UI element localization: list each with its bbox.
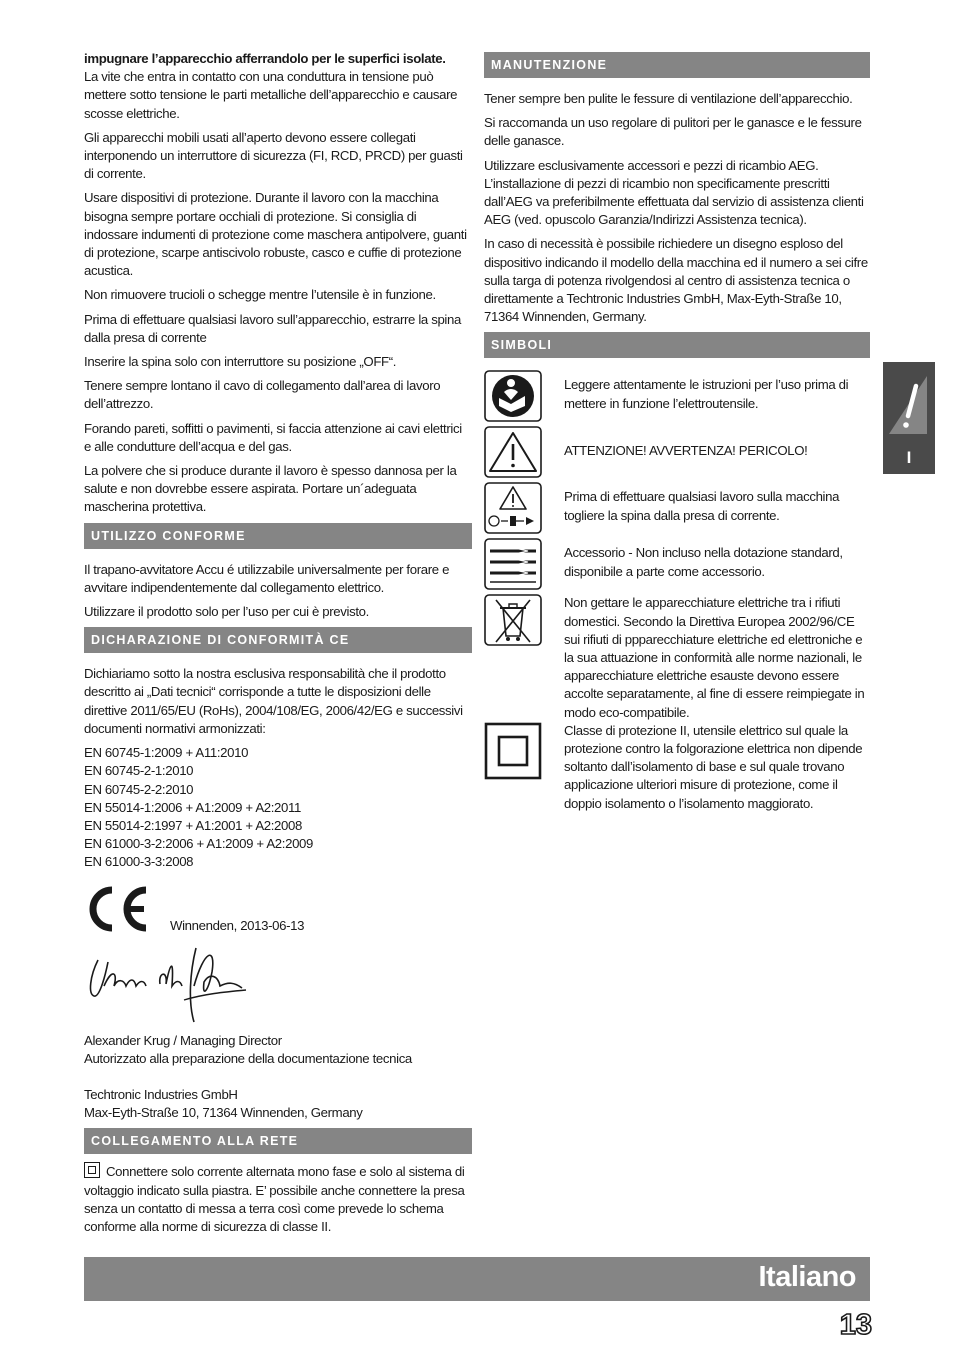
manutenzione-paragraph: Utilizzare esclusivamente accessori e pezzi di ricambio AEG. L’installazione di pezzi di ricambio non specificamente prescritti dall’AEG va preferibilmente effettuata dal servizio di assistenza clienti AEG (ved. opuscolo Garanzia/Indirizzi Assistenza tecnica).	[484, 157, 864, 228]
class-ii-icon	[84, 1162, 100, 1178]
left-column	[84, 50, 472, 1242]
section-header-manutenzione: MANUTENZIONE	[484, 52, 870, 78]
signer-name: Alexander Krug / Managing Director	[84, 1032, 282, 1048]
symbol-row	[484, 538, 870, 590]
side-tab-letter: I	[906, 448, 912, 467]
warning-triangle-icon	[484, 426, 542, 478]
intro-paragraph	[84, 50, 472, 123]
symbol-row	[484, 370, 870, 422]
safety-paragraph: La polvere che si produce durante il lavoro è spesso dannosa per la salute e non dovrebbe essere aspirata. Portare un´adeguata mascherina protettiva.	[84, 463, 457, 515]
manutenzione-paragraph: In caso di necessità è possibile richiedere un disegno esploso del dispositivo indicando il modello della macchina ed il numero a sei cifre sulla targa di potenza rivolgendosi al centro di assistenza tecnica o direttamente a Techtronic Industries GmbH, Max-Eyth-Straße 10, 71364 Winnenden, Germany.	[484, 236, 868, 325]
symbol-text: Non gettare le apparecchiature elettriche tra i rifiuti domestici. Secondo la Direttiva Europea 2002/96/CE sui rifiuti di ppparecchiature elettriche ed elettroniche e la sua attuazione in conformità alle norme nazionali, le apparecchiature elettriche esauste devono essere accolte separatamente, al fine di essere reimpiegate in modo eco-compatibile.	[564, 595, 865, 720]
safety-paragraph: Gli apparecchi mobili usati all’aperto devono essere collegati interponendo un interruttore di sicurezza (FI, RCD, PRCD) per guasti di corrente.	[84, 129, 463, 182]
section-header-utilizzo: UTILIZZO CONFORME	[84, 523, 472, 549]
footer-language: Italiano	[758, 1261, 856, 1293]
safety-paragraph: Non rimuovere trucioli o schegge mentre l’utensile è in funzione.	[84, 287, 436, 303]
symbol-text: Prima di effettuare qualsiasi lavoro sulla macchina togliere la spina dalla presa di corrente.	[564, 489, 840, 523]
safety-paragraph: Prima di effettuare qualsiasi lavoro sull’apparecchio, estrarre la spina dalla presa di corrente	[84, 311, 461, 345]
page-number: 13	[839, 1309, 872, 1341]
warning-exclamation-icon	[883, 362, 935, 442]
section-header-collegamento: COLLEGAMENTO ALLA RETE	[84, 1128, 472, 1154]
utilizzo-paragraph: Il trapano-avvitatore Accu é utilizzabile universalmente per forare e avvitare indipendentemente dal collegamento elettrico.	[84, 561, 450, 595]
signature-image	[84, 942, 254, 1028]
footer-language-bar	[84, 1257, 870, 1301]
standard-item: EN 61000-3-2:2006 + A1:2009 + A2:2009	[84, 836, 314, 852]
ce-mark-icon	[84, 886, 150, 932]
safety-paragraph: Forando pareti, soffitti o pavimenti, si faccia attenzione ai cavi elettrici e alle condutture dell’acqua e del gas.	[84, 420, 462, 454]
symbol-text: Leggere attentamente le istruzioni per l’uso prima di mettere in funzione l’elettroutensile.	[564, 377, 849, 411]
weee-bin-icon	[484, 594, 542, 646]
language-side-tab	[883, 362, 935, 474]
symbol-row	[484, 722, 870, 813]
safety-paragraph: Usare dispositivi di protezione. Durante il lavoro con la macchina bisogna sempre portare occhiali di protezione. Si consiglia di indossare indumenti di protezione come maschera antipolvere, guanti di protezione, scarpe antiscivolo robuste, casco e cuffie di protezione acustica.	[84, 190, 467, 279]
standard-item: EN 61000-3-3:2008	[84, 854, 194, 870]
unplug-warning-icon	[484, 482, 542, 534]
right-column	[484, 52, 870, 817]
standard-item: EN 60745-1:2009 + A11:2010	[84, 745, 249, 761]
standards-list	[84, 744, 472, 871]
standard-item: EN 55014-2:1997 + A1:2001 + A2:2008	[84, 817, 302, 833]
intro-rest-text: La vite che entra in contatto con una conduttura in tensione può mettere sotto tensione le parti metalliche dell’apparecchio e causare scosse elettriche.	[84, 69, 458, 121]
collegamento-paragraph	[84, 1162, 472, 1236]
standard-item: EN 55014-1:2006 + A1:2009 + A2:2011	[84, 799, 302, 815]
place-date: Winnenden, 2013-06-13	[170, 918, 305, 934]
manutenzione-paragraph: Tener sempre ben pulite le fessure di ventilazione dell’apparecchio.	[484, 91, 853, 106]
signer-role: Autorizzato alla preparazione della documentazione tecnica	[84, 1050, 412, 1066]
symbol-text: ATTENZIONE! AVVERTENZA! PERICOLO!	[564, 443, 808, 459]
symbol-row	[484, 482, 870, 534]
manutenzione-paragraph: Si raccomanda un uso regolare di pulitori per le ganasce e le fessure delle ganasce.	[484, 115, 862, 149]
section-header-dichiarazione: DICHARAZIONE DI CONFORMITÀ CE	[84, 627, 472, 653]
standard-item: EN 60745-2-2:2010	[84, 781, 194, 797]
accessory-icon	[484, 538, 542, 590]
safety-paragraph: Inserire la spina solo con interruttore su posizione „OFF“.	[84, 354, 397, 370]
symbol-row	[484, 594, 870, 721]
class-ii-icon	[484, 722, 542, 780]
safety-paragraph: Tenere sempre lontano il cavo di collegamento dall’area di lavoro dell’attrezzo.	[84, 378, 441, 412]
company-name: Techtronic Industries GmbH	[84, 1086, 238, 1102]
collegamento-text: Connettere solo corrente alternata mono fase e solo al sistema di voltaggio indicato sulla piastra. E’ possibile anche connettere la presa senza un contatto di messa a terra così come prevede lo schema conforme alla norme di sicurezza di classe II.	[84, 1164, 465, 1234]
company-address: Max-Eyth-Straße 10, 71364 Winnenden, Germany	[84, 1105, 363, 1121]
intro-bold-text: impugnare l’apparecchio afferrandolo per le superfici isolate.	[84, 51, 446, 66]
dichiarazione-paragraph: Dichiariamo sotto la nostra esclusiva responsabilità che il prodotto descritto ai „Dati tecnici“ corrisponde a tutte le disposizioni delle direttive 2011/65/EU (RoHs), 2004/108/EG, 2006/42/EG e successivi documenti normativi armonizzati:	[84, 666, 463, 736]
utilizzo-paragraph: Utilizzare il prodotto solo per l’uso per cui è previsto.	[84, 604, 369, 620]
symbol-text: Classe di protezione II, utensile elettrico sul quale la protezione contro la folgorazione elettrica non dipende soltanto dall’isolamento di base e sul quale trovano applicazione ulteriori misure di protezione, come il doppio isolamento o l’isolamento maggiorato.	[564, 722, 863, 811]
read-manual-icon	[484, 370, 542, 422]
ce-row	[84, 882, 472, 932]
symbol-text: Accessorio - Non incluso nella dotazione standard, disponibile a parte come accessorio.	[564, 545, 843, 579]
standard-item: EN 60745-2-1:2010	[84, 763, 194, 779]
symbol-row	[484, 426, 870, 478]
section-header-simboli: SIMBOLI	[484, 332, 870, 358]
